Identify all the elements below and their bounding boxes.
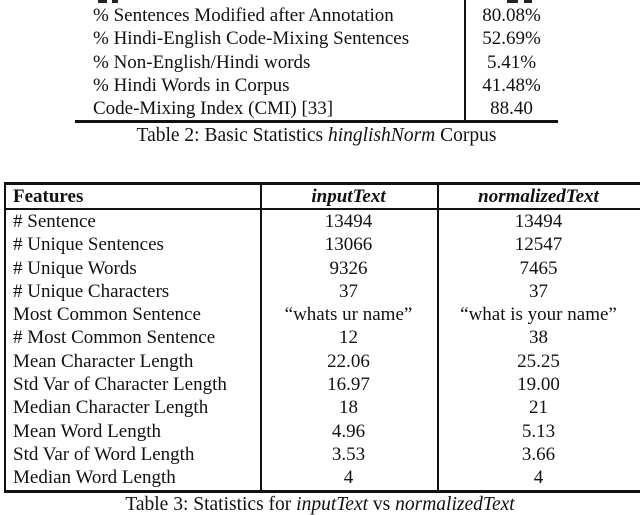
table3-row	[4, 210, 640, 233]
table2-row	[75, 4, 558, 27]
table2-row	[75, 27, 558, 50]
table2-caption-corpus-name: hinglishNorm	[327, 125, 436, 146]
table3-row	[4, 420, 640, 443]
table3-feature-label: # Unique Words	[13, 257, 137, 279]
table3-inputtext-value: 16.97	[327, 374, 370, 396]
table3-normalizedtext-value: “what is your name”	[460, 304, 617, 326]
table3-feature-label: # Most Common Sentence	[13, 327, 216, 349]
table3-bottom-rule	[4, 490, 640, 493]
table2-feature-label: Code-Mixing Index (CMI) [33]	[93, 98, 334, 120]
table3-feature-label: # Unique Characters	[13, 280, 170, 302]
table2-row	[75, 74, 558, 97]
table2-bottom-rule	[75, 120, 558, 123]
table2-feature-label: % Non-English/Hindi words	[93, 51, 311, 73]
table3-inputtext-value: 13066	[324, 234, 373, 256]
table2-caption-prefix: Table 2: Basic Statistics	[136, 125, 328, 146]
table3-caption-prefix: Table 3: Statistics for	[125, 494, 297, 515]
table3-row	[4, 257, 640, 280]
clipped-row-remnant	[524, 0, 532, 3]
table3-inputtext-value: 3.53	[331, 443, 366, 465]
table3-inputtext-value: 4.96	[331, 420, 366, 442]
table2-row	[75, 51, 558, 74]
table3-header-inputtext: inputText	[311, 186, 386, 207]
table3-feature-label: # Unique Sentences	[13, 234, 164, 256]
table2-value: 5.41%	[486, 51, 537, 73]
table2-feature-label: % Sentences Modified after Annotation	[93, 5, 394, 26]
table3-normalizedtext-value: 12547	[514, 234, 563, 256]
table3-feature-label: Median Character Length	[13, 397, 209, 419]
table3-row	[4, 466, 640, 489]
table3-feature-label: Median Word Length	[13, 467, 176, 489]
table3-row	[4, 303, 640, 326]
table3-caption-inputtext: inputText	[296, 494, 369, 515]
table3-row	[4, 326, 640, 349]
table3-inputtext-value: 9326	[329, 257, 368, 279]
table3-normalizedtext-value: 25.25	[517, 350, 560, 372]
table3-header-normalizedtext: normalizedText	[478, 186, 599, 207]
table3-row	[4, 233, 640, 256]
table3-row	[4, 443, 640, 466]
table2-caption	[75, 125, 558, 147]
table3-column-divider-1	[260, 182, 262, 493]
table3-feature-label: # Sentence	[13, 211, 96, 232]
table3-feature-label: Std Var of Character Length	[13, 374, 227, 396]
table2-basic-statistics	[75, 4, 558, 120]
table3-feature-label: Std Var of Word Length	[13, 443, 195, 465]
table3-caption-normalizedtext: normalizedText	[395, 494, 515, 515]
table2-value: 41.48%	[482, 74, 541, 96]
table2-caption-suffix: Corpus	[435, 125, 497, 146]
clipped-row-remnant	[98, 0, 107, 3]
table3-normalizedtext-value: 4	[533, 467, 544, 489]
table2-feature-label: % Hindi Words in Corpus	[93, 74, 290, 96]
table3-inputtext-value: 12	[339, 327, 358, 349]
table3-inputtext-value: 37	[339, 280, 358, 302]
table3-normalizedtext-value: 21	[529, 397, 548, 419]
table3-row	[4, 396, 640, 419]
table2-column-divider	[464, 0, 466, 121]
table3-body	[4, 210, 640, 490]
table3-inputtext-value: 18	[339, 397, 358, 419]
clipped-row-remnant	[112, 0, 118, 3]
table3-column-divider-2	[437, 182, 439, 493]
table3-statistics	[4, 182, 640, 493]
table3-caption-vs: vs	[368, 494, 396, 515]
table3-feature-label: Most Common Sentence	[13, 304, 201, 326]
table3-feature-label: Mean Character Length	[13, 350, 194, 372]
table2-value: 52.69%	[482, 28, 541, 50]
table3-normalizedtext-value: 7465	[519, 257, 558, 279]
table3-inputtext-value: 4	[343, 467, 354, 489]
table3-row	[4, 350, 640, 373]
table3-header-features: Features	[13, 186, 84, 207]
table2-value: 80.08%	[482, 5, 541, 26]
table2-row	[75, 97, 558, 120]
table3-row	[4, 373, 640, 396]
table3-row	[4, 280, 640, 303]
table3-normalizedtext-value: 13494	[514, 211, 563, 232]
table3-normalizedtext-value: 38	[529, 327, 548, 349]
table3-normalizedtext-value: 5.13	[521, 420, 556, 442]
table3-normalizedtext-value: 19.00	[517, 374, 560, 396]
table3-normalizedtext-value: 37	[529, 280, 548, 302]
table3-header-row	[4, 185, 640, 208]
table3-inputtext-value: “whats ur name”	[284, 304, 413, 326]
table3-inputtext-value: 22.06	[327, 350, 370, 372]
table3-inputtext-value: 13494	[324, 211, 373, 232]
table2-feature-label: % Hindi-English Code-Mixing Sentences	[93, 28, 410, 50]
table3-feature-label: Mean Word Length	[13, 420, 161, 442]
table3-left-border	[4, 182, 6, 493]
table3-caption	[0, 494, 640, 515]
clipped-row-remnant	[507, 0, 518, 3]
table3-normalizedtext-value: 3.66	[521, 443, 556, 465]
table2-value: 88.40	[490, 98, 533, 120]
